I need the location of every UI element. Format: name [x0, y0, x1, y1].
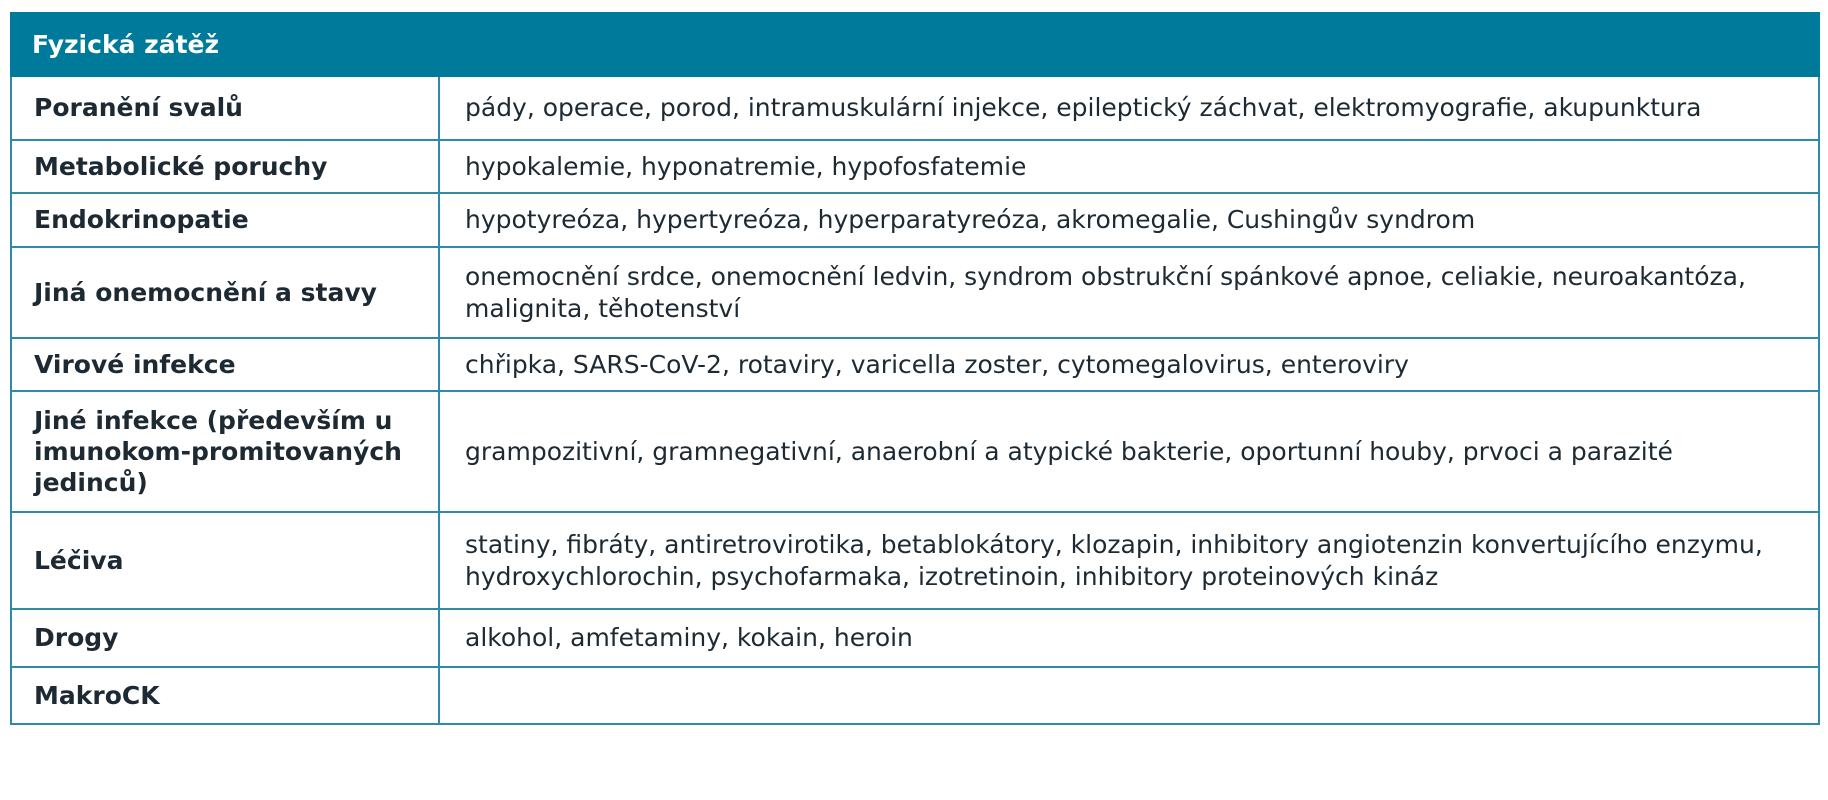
row-label: Drogy: [11, 609, 439, 667]
table-row: [11, 338, 1819, 391]
row-label: Léčiva: [11, 512, 439, 609]
row-label: Virové infekce: [11, 338, 439, 391]
row-label: Jiná onemocnění a stavy: [11, 247, 439, 338]
row-label: Jiné infekce (především u imunokom-promitovaných jedinců): [11, 391, 439, 512]
table-row: [11, 667, 1819, 724]
row-description: hypokalemie, hyponatremie, hypofosfatemie: [439, 140, 1819, 193]
causes-table: [10, 12, 1820, 725]
row-description: chřipka, SARS-CoV-2, rotaviry, varicella zoster, cytomegalovirus, enteroviry: [439, 338, 1819, 391]
row-label: Poranění svalů: [11, 76, 439, 140]
row-label: MakroCK: [11, 667, 439, 724]
row-description: statiny, fibráty, antiretrovirotika, betablokátory, klozapin, inhibitory angiotenzin konvertujícího enzymu, hydroxychlorochin, psychofarmaka, izotretinoin, inhibitory proteinových kináz: [439, 512, 1819, 609]
table-header: Fyzická zátěž: [11, 13, 1819, 76]
table-row: [11, 140, 1819, 193]
causes-table-container: [10, 12, 1818, 725]
row-description: alkohol, amfetaminy, kokain, heroin: [439, 609, 1819, 667]
row-description: hypotyreóza, hypertyreóza, hyperparatyreóza, akromegalie, Cushingův syndrom: [439, 193, 1819, 247]
row-description: onemocnění srdce, onemocnění ledvin, syndrom obstrukční spánkové apnoe, celiakie, neuroakantóza, malignita, těhotenství: [439, 247, 1819, 338]
row-label: Metabolické poruchy: [11, 140, 439, 193]
table-row: [11, 247, 1819, 338]
table-row: [11, 391, 1819, 512]
table-header-row: [11, 13, 1819, 76]
table-row: [11, 76, 1819, 140]
row-description: [439, 667, 1819, 724]
table-row: [11, 193, 1819, 247]
table-row: [11, 512, 1819, 609]
row-description: grampozitivní, gramnegativní, anaerobní a atypické bakterie, oportunní houby, prvoci a parazité: [439, 391, 1819, 512]
row-description: pády, operace, porod, intramuskulární injekce, epileptický záchvat, elektromyografie, akupunktura: [439, 76, 1819, 140]
row-label: Endokrinopatie: [11, 193, 439, 247]
table-row: [11, 609, 1819, 667]
